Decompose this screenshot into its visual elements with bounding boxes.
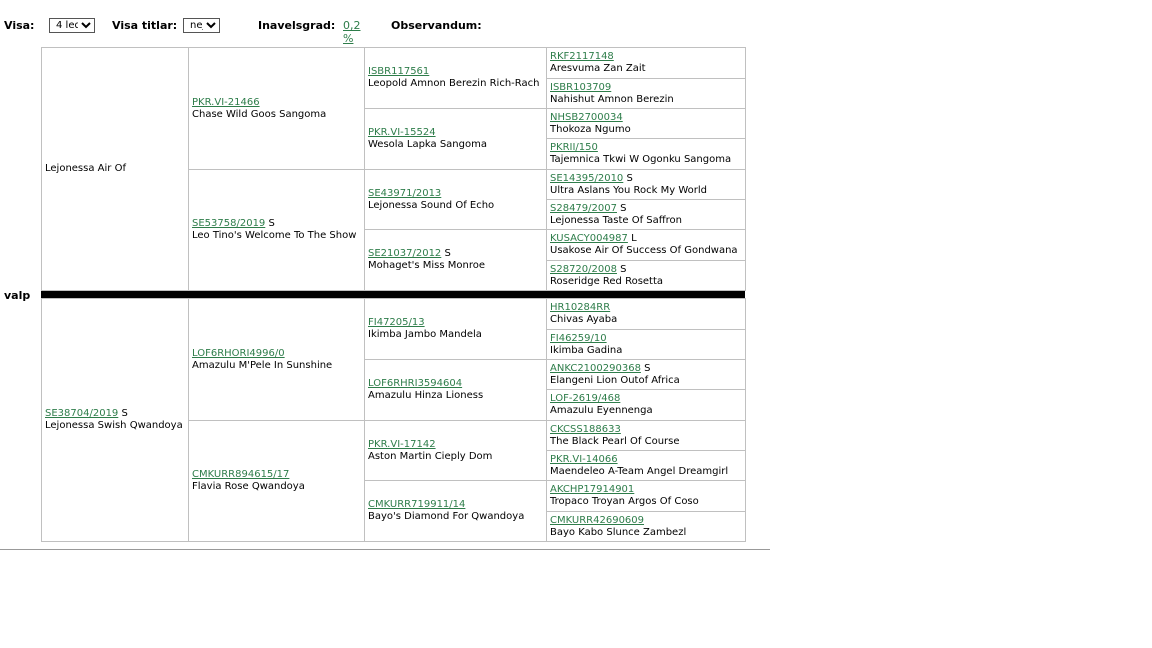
dog-name: Flavia Rose Qwandoya xyxy=(192,481,305,492)
registration-link[interactable]: CMKURR894615/17 xyxy=(192,469,290,480)
sd-cell xyxy=(188,169,365,291)
ds-cell xyxy=(188,298,365,421)
ddd-cell xyxy=(364,480,547,542)
titlar-label: Visa titlar: xyxy=(112,19,178,32)
registration-link[interactable]: SE21037/2012 xyxy=(368,248,442,259)
flag: S xyxy=(268,218,275,229)
dog-name: The Black Pearl Of Course xyxy=(550,435,680,447)
dog-name: Ultra Aslans You Rock My World xyxy=(550,184,708,196)
flag: S xyxy=(121,408,128,419)
dog-name: Tajemnica Tkwi W Ogonku Sangoma xyxy=(550,154,732,165)
sdsd-cell xyxy=(546,199,746,230)
registration-link[interactable]: PKR.VI-15524 xyxy=(368,127,436,138)
dog-name: Bayo Kabo Slunce Zambezl xyxy=(550,526,687,538)
dog-name: Lejonessa Air Of xyxy=(45,163,126,174)
dog-name: Leopold Amnon Berezin Rich-Rach xyxy=(368,78,540,89)
sdd-cell xyxy=(364,229,547,291)
dog-name: Amazulu M'Pele In Sunshine xyxy=(192,359,333,371)
dddd-cell xyxy=(546,511,746,542)
registration-link[interactable]: S28479/2007 xyxy=(550,202,617,214)
sss-cell xyxy=(364,47,547,109)
dog-name: Roseridge Red Rosetta xyxy=(550,275,664,287)
dog-name: Thokoza Ngumo xyxy=(550,123,631,135)
dog-name: Usakose Air Of Success Of Gondwana xyxy=(550,245,738,256)
registration-link[interactable]: CMKURR719911/14 xyxy=(368,499,466,510)
ssds-cell xyxy=(546,108,746,139)
sdss-cell xyxy=(546,169,746,200)
registration-link[interactable]: RKF2117148 xyxy=(550,51,614,62)
dog-name: Bayo's Diamond For Qwandoya xyxy=(368,511,525,522)
ssdd-cell xyxy=(546,138,746,170)
dog-name: Leo Tino's Welcome To The Show xyxy=(192,230,357,241)
dog-name: Chivas Ayaba xyxy=(550,314,618,325)
sds-cell xyxy=(364,169,547,230)
dd-cell xyxy=(188,420,365,542)
registration-link[interactable]: ANKC2100290368 xyxy=(550,362,641,374)
dog-name: Amazulu Eyennenga xyxy=(550,405,653,416)
dog-name: Lejonessa Taste Of Saffron xyxy=(550,214,682,226)
registration-link[interactable]: SE43971/2013 xyxy=(368,187,442,199)
dog-name: Mohaget's Miss Monroe xyxy=(368,260,486,271)
dsds-cell xyxy=(546,359,746,390)
registration-link[interactable]: FI47205/13 xyxy=(368,317,425,328)
registration-link[interactable]: PKR.VI-21466 xyxy=(192,96,260,108)
bottom-divider xyxy=(0,549,770,550)
titles-select[interactable] xyxy=(183,18,220,33)
registration-link[interactable]: HR10284RR xyxy=(550,302,611,313)
registration-link[interactable]: SE38704/2019 xyxy=(45,408,119,419)
registration-link[interactable]: PKR.VI-17142 xyxy=(368,438,436,450)
dog-name: Maendeleo A-Team Angel Dreamgirl xyxy=(550,465,729,477)
ddss-cell xyxy=(546,420,746,451)
registration-link[interactable]: CKCSS188633 xyxy=(550,423,621,435)
observandum-label: Observandum: xyxy=(391,19,482,32)
registration-link[interactable]: AKCHP17914901 xyxy=(550,484,635,495)
dam-cell xyxy=(41,298,189,542)
sssd-cell xyxy=(546,78,746,109)
registration-link[interactable]: NHSB2700034 xyxy=(550,111,623,123)
dog-name: Aston Martin Cieply Dom xyxy=(368,450,493,462)
registration-link[interactable]: SE53758/2019 xyxy=(192,218,266,229)
sdds-cell xyxy=(546,229,746,261)
dog-name: Lejonessa Sound Of Echo xyxy=(368,199,495,211)
dog-name: Nahishut Amnon Berezin xyxy=(550,93,674,105)
ss-cell xyxy=(188,47,365,170)
dog-name: Ikimba Jambo Mandela xyxy=(368,329,482,340)
dog-name: Amazulu Hinza Lioness xyxy=(368,390,484,401)
registration-link[interactable]: SE14395/2010 xyxy=(550,172,624,184)
ssd-cell xyxy=(364,108,547,170)
dog-name: Ikimba Gadina xyxy=(550,344,623,356)
registration-link[interactable]: LOF-2619/468 xyxy=(550,393,621,404)
inbreeding-label: Inavelsgrad: xyxy=(258,19,336,32)
registration-link[interactable]: ISBR103709 xyxy=(550,81,612,93)
sddd-cell xyxy=(546,260,746,291)
registration-link[interactable]: ISBR117561 xyxy=(368,66,430,77)
registration-link[interactable]: CMKURR42690609 xyxy=(550,514,645,526)
dsd-cell xyxy=(364,359,547,421)
inbreeding-link[interactable]: 0,2 % xyxy=(343,19,361,45)
flag: L xyxy=(631,233,637,244)
dog-name: Lejonessa Swish Qwandoya xyxy=(45,420,183,431)
subject-label: valp xyxy=(4,289,31,302)
flag: S xyxy=(444,248,451,259)
flag: S xyxy=(620,263,627,275)
dsss-cell xyxy=(546,298,746,330)
registration-link[interactable]: FI46259/10 xyxy=(550,332,607,344)
dssd-cell xyxy=(546,329,746,360)
flag: S xyxy=(620,202,627,214)
ddsd-cell xyxy=(546,450,746,481)
registration-link[interactable]: KUSACY004987 xyxy=(550,233,628,244)
dss-cell xyxy=(364,298,547,360)
dog-name: Wesola Lapka Sangoma xyxy=(368,139,487,150)
dog-name: Elangeni Lion Outof Africa xyxy=(550,374,680,386)
flag: S xyxy=(626,172,633,184)
registration-link[interactable]: LOF6RHRI3594604 xyxy=(368,378,463,389)
generations-select[interactable] xyxy=(49,18,95,33)
dog-name: Chase Wild Goos Sangoma xyxy=(192,108,327,120)
dsdd-cell xyxy=(546,389,746,421)
sire-dam-separator xyxy=(41,291,745,298)
registration-link[interactable]: LOF6RHORI4996/0 xyxy=(192,347,285,359)
registration-link[interactable]: PKR.VI-14066 xyxy=(550,453,618,465)
dds-cell xyxy=(364,420,547,481)
dog-name: Aresvuma Zan Zait xyxy=(550,63,646,74)
sire-cell xyxy=(41,47,189,291)
ssss-cell xyxy=(546,47,746,79)
registration-link[interactable]: S28720/2008 xyxy=(550,263,617,275)
dog-name: Tropaco Troyan Argos Of Coso xyxy=(550,496,699,507)
ddds-cell xyxy=(546,480,746,512)
flag: S xyxy=(644,362,651,374)
registration-link[interactable]: PKRII/150 xyxy=(550,142,598,153)
visa-label: Visa: xyxy=(4,19,35,32)
